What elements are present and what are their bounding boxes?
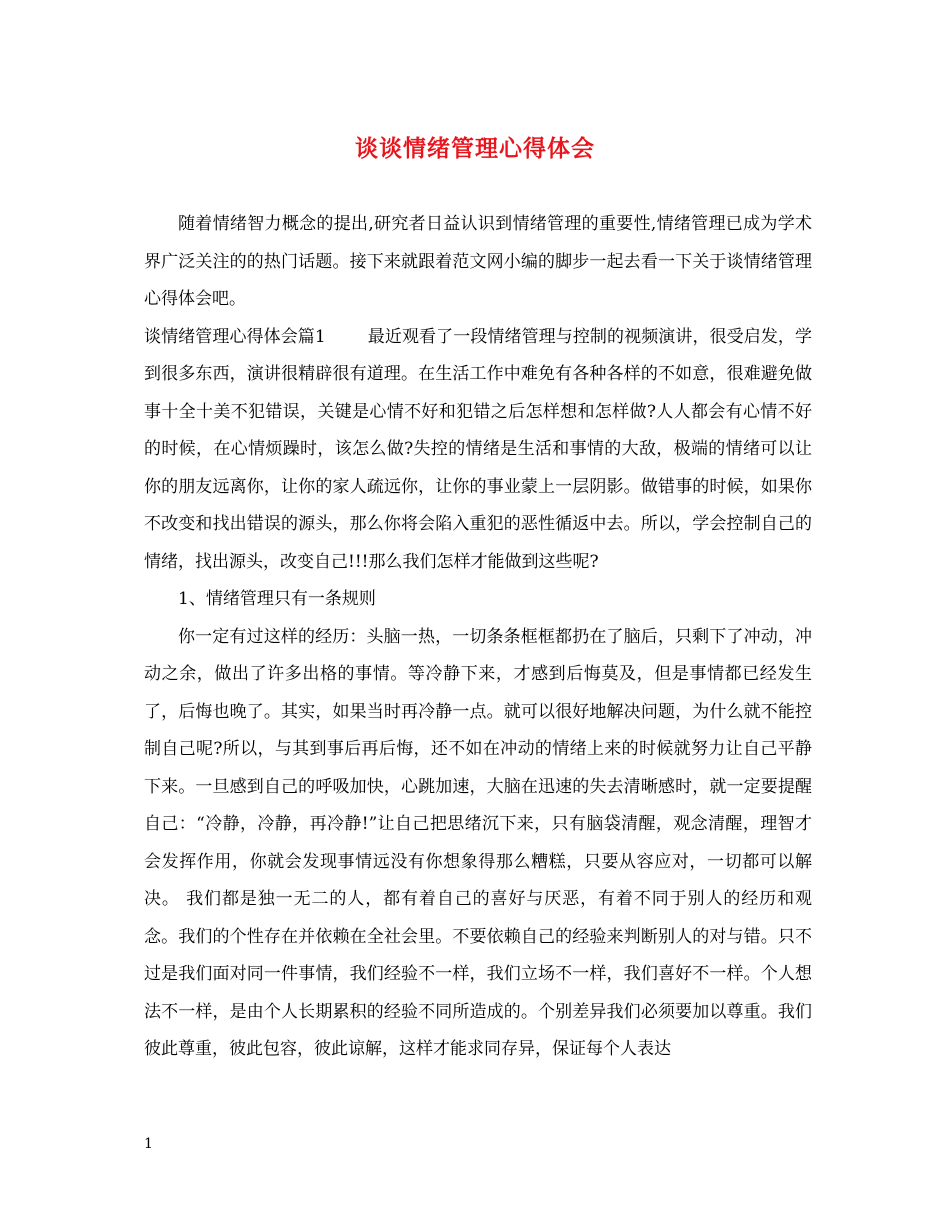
intro-paragraph: 随着情绪智力概念的提出,研究者日益认识到情绪管理的重要性,情绪管理已成为学术界广泛关注的的热门话题。接下来就跟着范文网小编的脚步一起去看一下关于谈情绪管理心得体会吧。 bbox=[144, 214, 812, 309]
section-heading: 1、情绪管理只有一条规则 bbox=[178, 589, 376, 609]
page-number: 1 bbox=[144, 1136, 153, 1152]
section-label: 谈情绪管理心得体会篇1 bbox=[144, 326, 326, 347]
section-text: 最近观看了一段情绪管理与控制的视频演讲，很受启发，学到很多东西，演讲很精辟很有道理。在生活工作中难免有各种各样的不如意，很难避免做事十全十美不犯错误，关键是心情不好和犯错之后怎样想和怎样做?人人都会有心情不好的时候，在心情烦躁时，该怎么做?失控的情绪是生活和事情的大敌，极端的情绪可以让你的朋友远离你，让你的家人疏远你，让你的事业蒙上一层阴影。做错事的时候，如果你不改变和找出错误的源头，那么你将会陷入重犯的恶性循返中去。所以，学会控制自己的情绪，找出源头，改变自己!!!那么我们怎样才能做到这些呢? bbox=[144, 326, 812, 572]
body-paragraph: 你一定有过这样的经历：头脑一热，一切条条框框都扔在了脑后，只剩下了冲动，冲动之余，做出了许多出格的事情。等冷静下来，才感到后悔莫及，但是事情都已经发生了，后悔也晚了。其实，如果当时再冷静一点。就可以很好地解决问题，为什么就不能控制自己呢?所以，与其到事后再后悔，还不如在冲动的情绪上来的时候就努力让自己平静下来。一旦感到自己的呼吸加快，心跳加速，大脑在迅速的失去清晰感时，就一定要提醒自己：“冷静，冷静，再冷静!”让自己把思绪沉下来，只有脑袋清醒，观念清醒，理智才会发挥作用，你就会发现事情远没有你想象得那么糟糕，只要从容应对，一切都可以解决。 我们都是独一无二的人，都有着自己的喜好与厌恶，有着不同于别人的经历和观念。我们的个性存在并依赖在全社会里。不要依赖自己的经验来判断别人的对与错。只不过是我们面对同一件事情，我们经验不一样，我们立场不一样，我们喜好不一样。个人想法不一样，是由个人长期累积的经验不同所造成的。个别差异我们必须要加以尊重。我们彼此尊重，彼此包容，彼此谅解，这样才能求同存异，保证每个人表达 bbox=[144, 626, 812, 1059]
section-paragraph bbox=[144, 319, 812, 582]
document-body bbox=[144, 206, 812, 1069]
document-title: 谈谈情绪管理心得体会 bbox=[355, 135, 595, 162]
